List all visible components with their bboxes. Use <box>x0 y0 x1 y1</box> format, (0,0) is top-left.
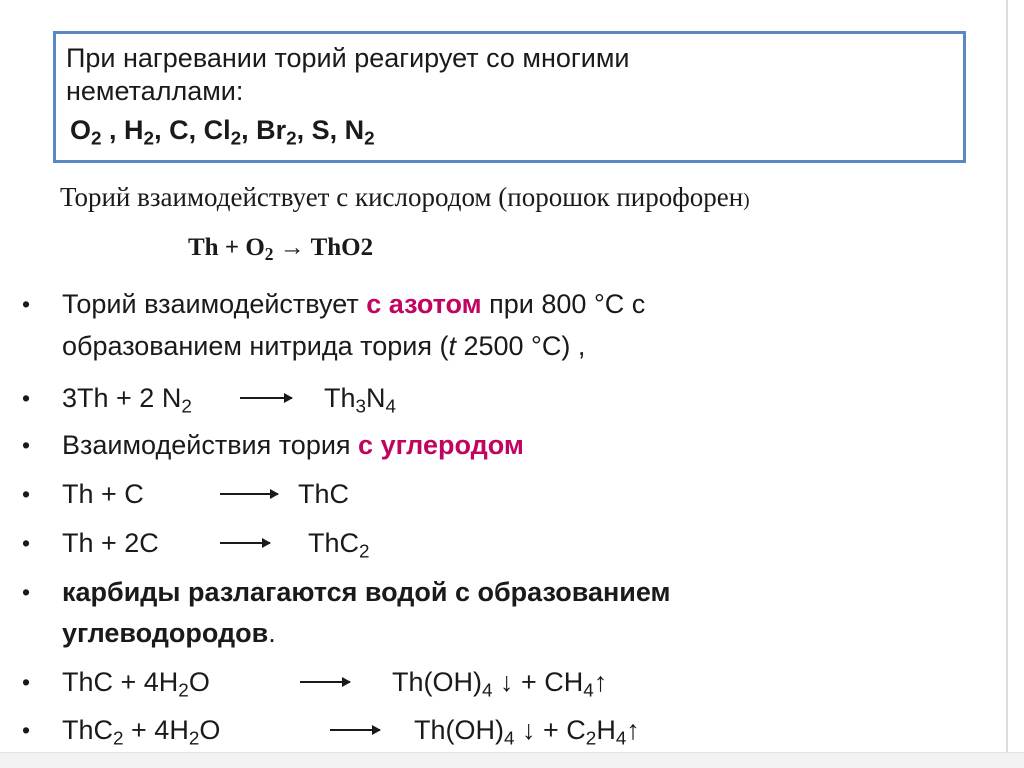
bullet-glyph: • <box>22 669 31 695</box>
slide-right-edge <box>1006 0 1008 767</box>
carbon-statement: Взаимодействия тория с углеродом <box>62 430 524 460</box>
reaction-arrow-icon <box>240 397 292 399</box>
bullet-glyph: • <box>22 432 31 458</box>
hydrolysis-equation-2: $ThC_2 + 4H_2O$ $Th(OH)_4$ ↓ + $C_2H_4↑$ <box>62 715 640 750</box>
carbide-hydrolysis-statement: карбиды разлагаются водой с образованием <box>62 577 671 607</box>
reaction-arrow-icon <box>220 542 270 544</box>
reaction-arrow-icon <box>300 681 350 683</box>
nonmetal-list: $O_2$ , $H_2$, C, $Cl_2$, $Br_2$, S, $N_2$ <box>70 115 375 150</box>
carbide-equation-1: Th + C ThC <box>62 479 350 509</box>
slide-bottom-edge <box>0 752 1024 768</box>
intro-line-2: неметаллами: <box>66 76 244 106</box>
oxygen-statement: Торий взаимодействует с кислородом (порошок пирофорен) <box>60 182 750 212</box>
intro-line-1: При нагревании торий реагирует со многими <box>66 43 630 73</box>
carbide-equation-2: Th + 2C ThC$_2$ <box>62 528 370 563</box>
bullet-glyph: • <box>22 385 31 411</box>
bullet-glyph: • <box>22 717 31 743</box>
bullet-glyph: • <box>22 291 31 317</box>
bullet-glyph: • <box>22 481 31 507</box>
nitrogen-statement: Торий взаимодействует с азотом при 800 °С с <box>62 289 646 319</box>
oxygen-equation: $Th + O_2 \to ThO2$ <box>188 234 374 264</box>
hydrolysis-equation-1: ThC + $4H_2O$ $Th(OH)_4$ ↓ + $CH_4↑$ <box>62 667 608 702</box>
nitrogen-statement-cont: образованием нитрида тория (t 2500 °С) , <box>62 331 586 361</box>
nitride-equation: 3Th + 2 $N_2$ $Th_3N_4$ <box>62 383 397 418</box>
bullet-glyph: • <box>22 579 31 605</box>
reaction-arrow-icon <box>220 493 278 495</box>
carbide-hydrolysis-statement-cont: углеводородов. <box>62 618 276 648</box>
intro-box <box>53 31 966 163</box>
bullet-glyph: • <box>22 530 31 556</box>
reaction-arrow-icon <box>330 729 380 731</box>
